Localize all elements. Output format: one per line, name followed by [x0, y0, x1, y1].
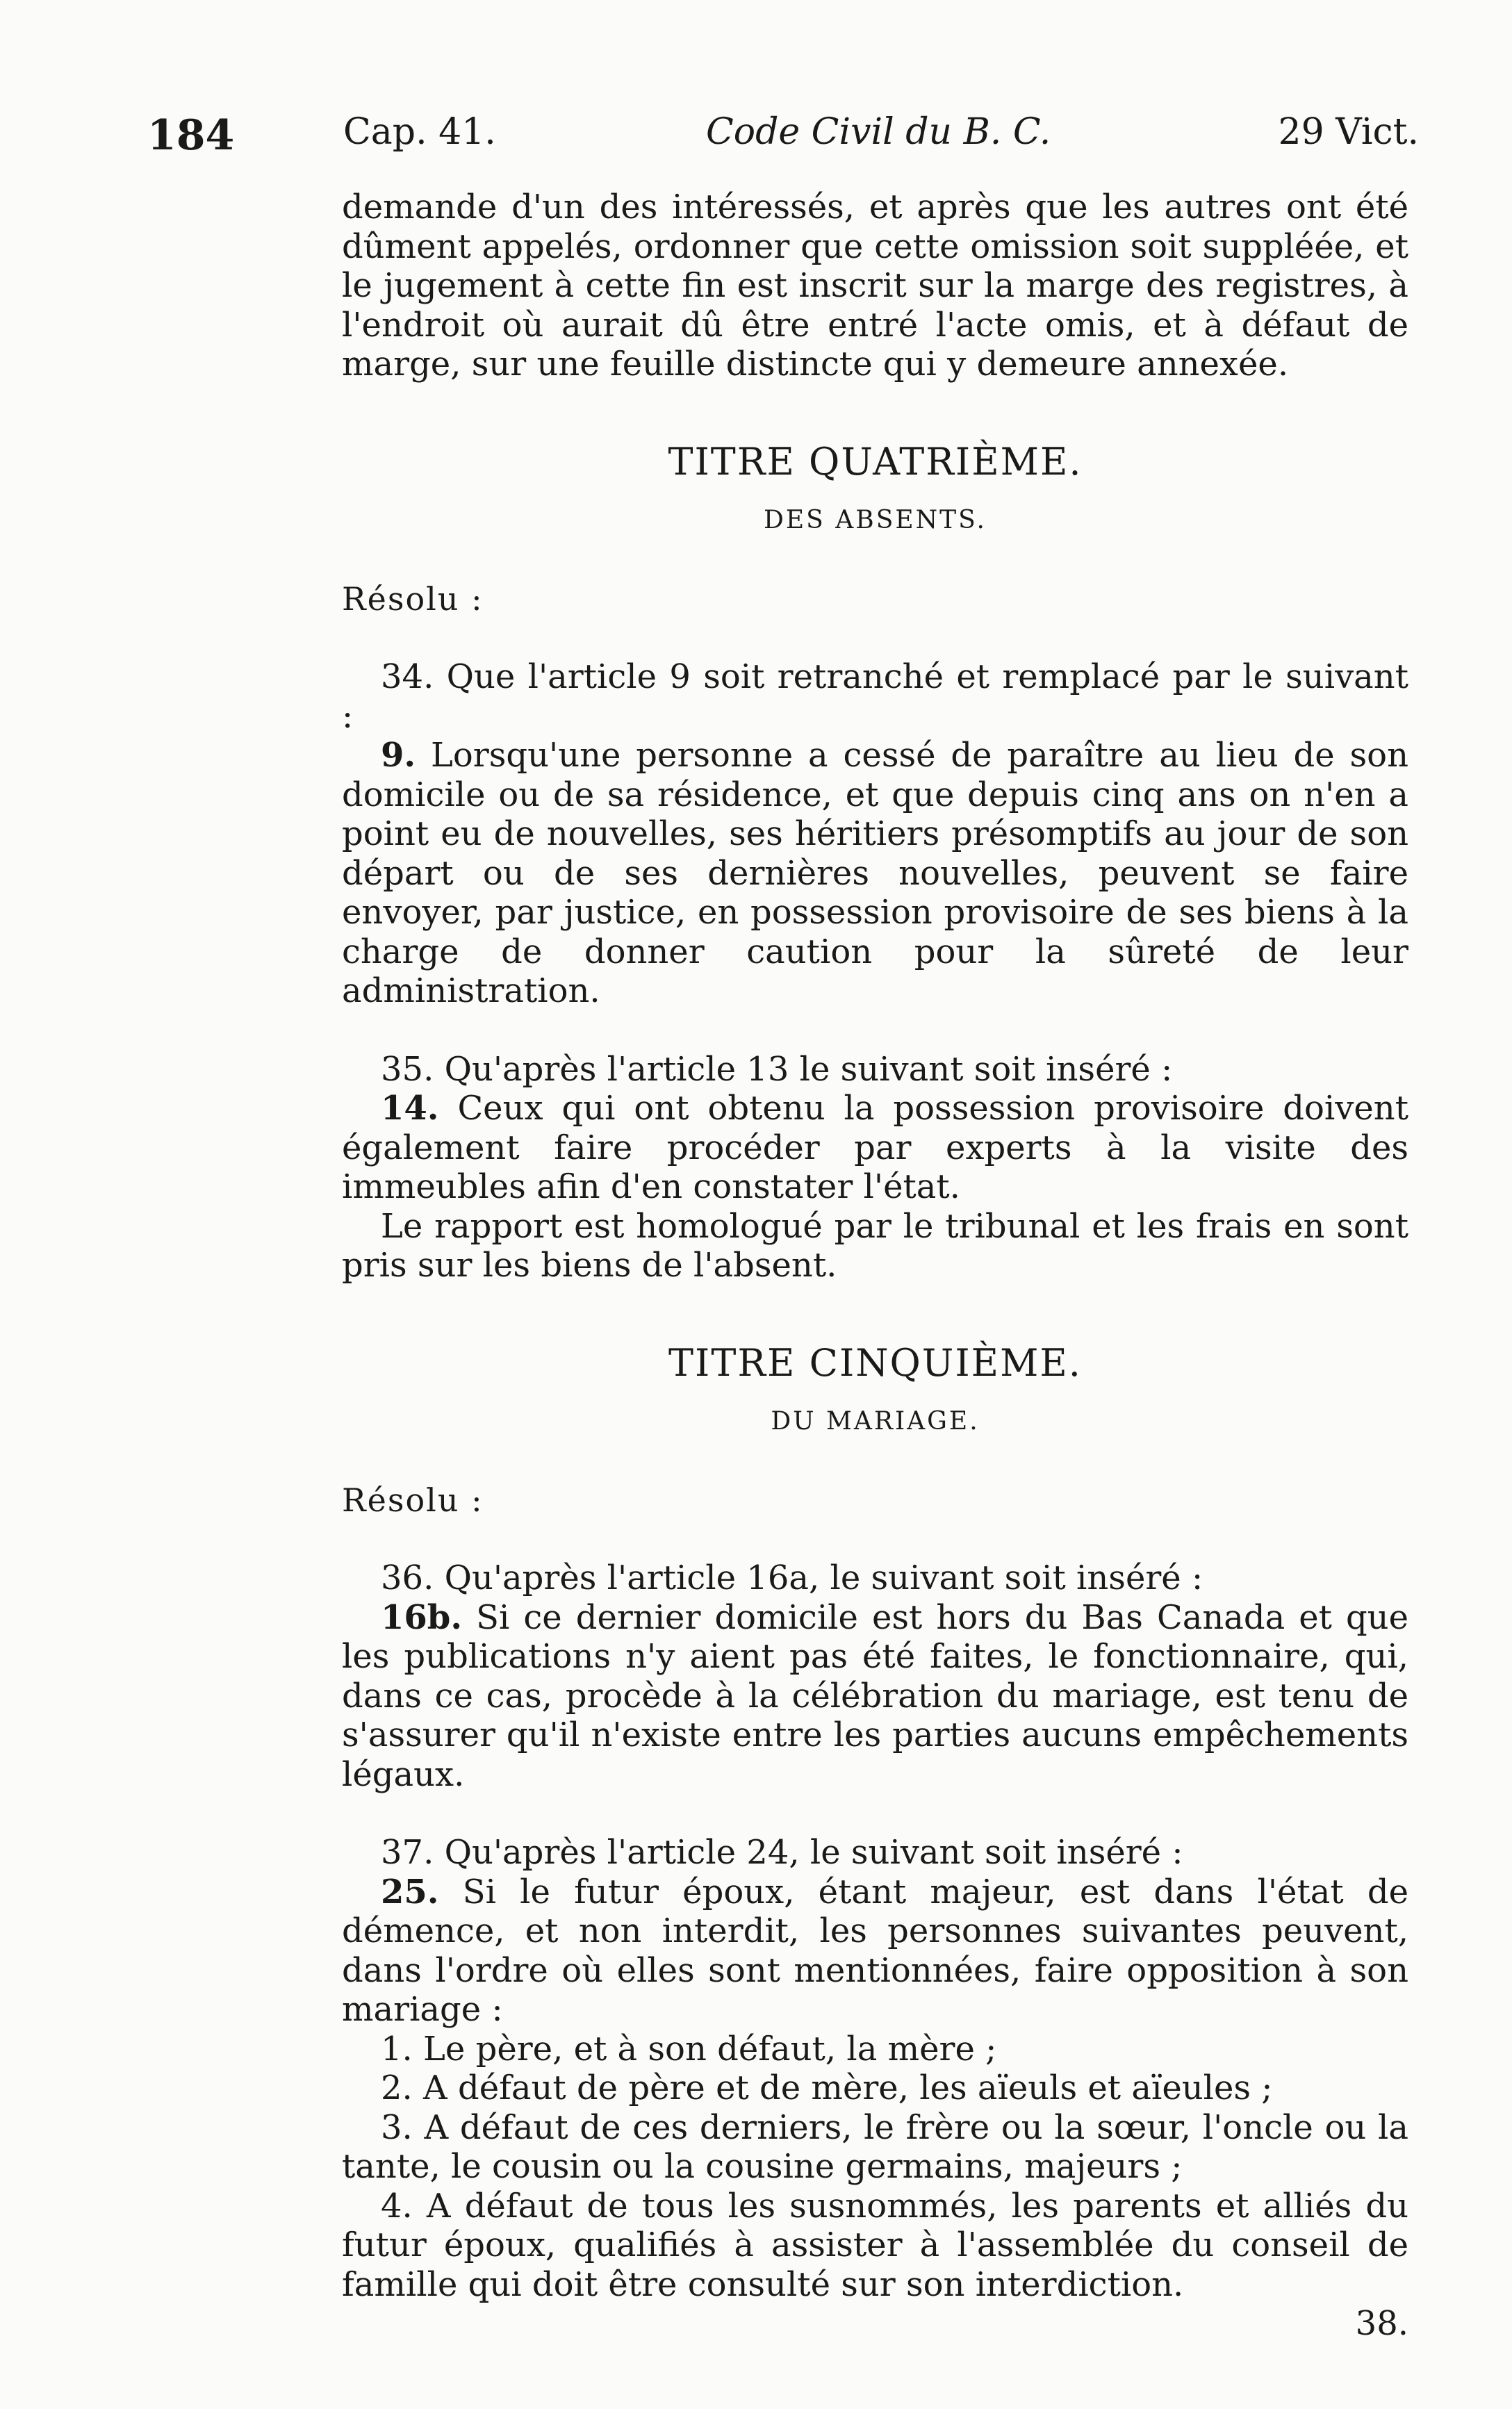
resolution-37: 37. Qu'après l'article 24, le suivant soit inséré :	[381, 1833, 1183, 1872]
page-number: 184	[147, 111, 235, 160]
article-14	[342, 1089, 1408, 1207]
regnal-year: 29 Vict.	[1278, 111, 1419, 153]
page-body	[342, 188, 1408, 2344]
list-item-4: 4. A défaut de tous les susnommés, les parents et alliés du futur époux, qualifiés à assister à l'assemblée du conseil de famille qui doit être consulté sur son interdiction.	[342, 2186, 1408, 2304]
article-text: Si le futur époux, étant majeur, est dans l'état de démence, et non interdit, les personnes suivantes peuvent, dans l'ordre où elles sont mentionnées, faire opposition à son mariage :	[342, 1872, 1408, 2029]
article-9	[342, 736, 1408, 1011]
article-number: 14.	[381, 1089, 439, 1128]
resolu-label: Résolu :	[342, 1481, 484, 1519]
article-text: Si ce dernier domicile est hors du Bas Canada et que les publications n'y aient pas été faites, le fonctionnaire, qui, dans ce cas, procède à la célébration du mariage, est tenu de s'assurer qu'il n'existe entre les parties aucuns empêchements légaux.	[342, 1597, 1409, 1794]
resolution-36: 36. Qu'après l'article 16a, le suivant soit inséré :	[381, 1559, 1203, 1597]
du-mariage-subheading: DU MARIAGE.	[771, 1407, 980, 1436]
article-16b	[342, 1598, 1408, 1795]
chapter-label: Cap. 41.	[343, 111, 496, 153]
article-14-paragraph-2: Le rapport est homologué par le tribunal et les frais en sont pris sur les biens de l'absent.	[342, 1206, 1408, 1285]
des-absents-subheading: DES ABSENTS.	[764, 506, 987, 534]
running-header	[147, 111, 1419, 167]
intro-paragraph: demande d'un des intéressés, et après que les autres ont été dûment appelés, ordonner que cette omission soit suppléée, et le jugement à cette fin est inscrit sur la marge des registres, à l'endroit où aurait dû être entré l'acte omis, et à défaut de marge, sur une feuille distincte qui y demeure annexée.	[342, 188, 1408, 384]
list-item-3: 3. A défaut de ces derniers, le frère ou la sœur, l'oncle ou la tante, le cousin ou la cousine germains, majeurs ;	[342, 2107, 1408, 2186]
article-number: 16b.	[381, 1597, 463, 1637]
resolution-34: 34. Que l'article 9 soit retranché et remplacé par le suivant :	[342, 657, 1408, 736]
article-25	[342, 1873, 1408, 2030]
header-title: Code Civil du B. C.	[706, 111, 1051, 153]
list-item-1: 1. Le père, et à son défaut, la mère ;	[381, 2029, 997, 2069]
resolution-35: 35. Qu'après l'article 13 le suivant soit inséré :	[381, 1049, 1173, 1089]
titre-quatrieme-heading: TITRE QUATRIÈME.	[668, 439, 1083, 484]
titre-cinquieme-heading: TITRE CINQUIÈME.	[668, 1340, 1082, 1385]
list-item-2: 2. A défaut de père et de mère, les aïeuls et aïeules ;	[381, 2069, 1273, 2107]
article-number: 9.	[381, 736, 416, 775]
article-number: 25.	[381, 1872, 439, 1911]
article-text: Ceux qui ont obtenu la possession provisoire doivent également faire procéder par experts à la visite des immeubles afin d'en constater l'état.	[342, 1089, 1408, 1206]
catchword: 38.	[1355, 2304, 1408, 2343]
resolu-label: Résolu :	[342, 579, 484, 618]
article-text: Lorsqu'une personne a cessé de paraître au lieu de son domicile ou de sa résidence, et que depuis cinq ans on n'en a point eu de nouvelles, ses héritiers présomptifs au jour de son départ ou de ses dernières nouvelles, peuvent se faire envoyer, par justice, en possession provisoire de ses biens à la charge de donner caution pour la sûreté de leur administration.	[342, 736, 1408, 1010]
